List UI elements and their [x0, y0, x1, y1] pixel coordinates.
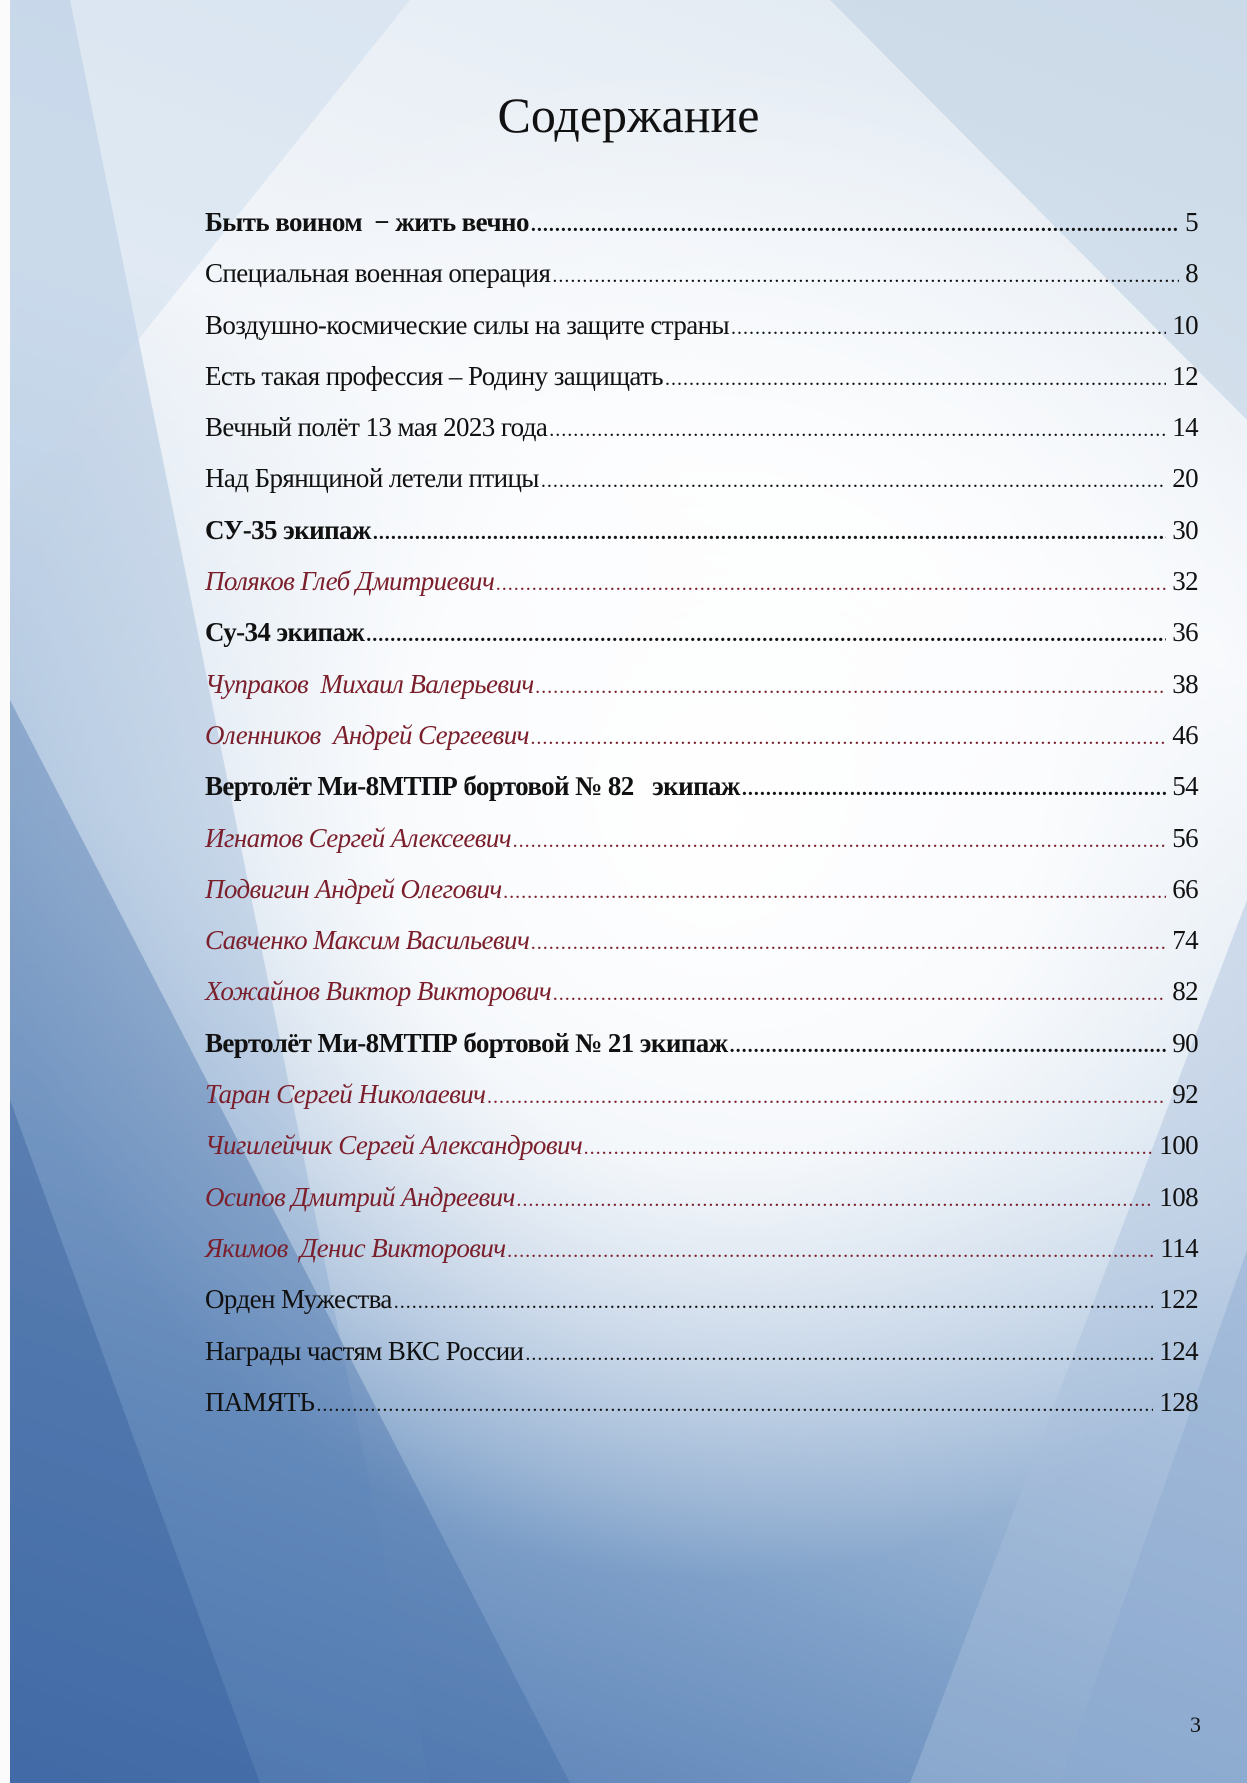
toc-entry-page: 12 [1172, 360, 1198, 391]
dot-leader [531, 932, 1166, 955]
toc-entry[interactable] [205, 1130, 1198, 1181]
toc-entry-label: Игнатов Сергей Алексеевич [205, 822, 512, 853]
toc-entry-label: Вертолёт Ми-8МТПР бортовой № 21 экипаж [205, 1027, 728, 1058]
toc-entry[interactable] [205, 1233, 1198, 1284]
toc-entry-label: Чигилейчик Сергей Александрович [205, 1130, 583, 1161]
toc-entry[interactable] [205, 823, 1198, 874]
page-title: Содержание [497, 87, 760, 143]
dot-leader [508, 1240, 1155, 1263]
toc-entry-page: 5 [1185, 207, 1198, 237]
toc-entry[interactable] [205, 1028, 1198, 1079]
dot-leader [584, 1137, 1153, 1160]
toc-entry-page: 122 [1159, 1284, 1198, 1315]
table-of-contents [205, 207, 1198, 1438]
dot-leader [525, 1343, 1153, 1366]
toc-entry-label: Воздушно-космические силы на защите страны [205, 309, 730, 340]
toc-entry[interactable] [205, 1182, 1198, 1233]
toc-entry-label: Специальная военная операция [205, 258, 551, 289]
toc-entry[interactable] [205, 1079, 1198, 1130]
toc-entry[interactable] [205, 976, 1198, 1027]
dot-leader [553, 983, 1166, 1006]
dot-leader [531, 727, 1166, 750]
toc-entry-label: Таран Сергей Николаевич [205, 1079, 486, 1110]
toc-entry-page: 36 [1172, 617, 1198, 648]
toc-entry-page: 8 [1185, 258, 1198, 289]
toc-entry-label: Есть такая профессия – Родину защищать [205, 360, 663, 391]
dot-leader [536, 676, 1167, 699]
toc-entry-label: Хожайнов Виктор Викторович [205, 976, 552, 1007]
dot-leader [742, 778, 1166, 801]
toc-entry[interactable] [205, 310, 1198, 361]
toc-entry-page: 128 [1159, 1386, 1198, 1417]
toc-entry-page: 66 [1172, 873, 1198, 904]
toc-entry-page: 10 [1172, 309, 1198, 340]
toc-entry-label: Чупраков Михаил Валерьевич [205, 668, 534, 699]
toc-entry[interactable] [205, 207, 1198, 258]
toc-entry-label: Оленников Андрей Сергеевич [205, 719, 529, 750]
toc-entry-label: Вертолёт Ми-8МТПР бортовой № 82 экипаж [205, 771, 740, 802]
dot-leader [731, 317, 1166, 340]
toc-entry-label: Орден Мужества [205, 1284, 392, 1315]
toc-entry-page: 100 [1159, 1130, 1198, 1161]
dot-leader [665, 368, 1166, 391]
toc-entry-page: 92 [1172, 1079, 1198, 1110]
toc-entry[interactable] [205, 1336, 1198, 1387]
dot-leader [549, 419, 1166, 442]
dot-leader [513, 830, 1166, 853]
dot-leader [496, 573, 1166, 596]
toc-entry-page: 30 [1172, 514, 1198, 545]
toc-entry-label: ПАМЯТЬ [205, 1386, 315, 1417]
document-page [10, 0, 1247, 1783]
toc-entry-label: Награды частям ВКС России [205, 1335, 524, 1366]
toc-entry-page: 56 [1172, 822, 1198, 853]
dot-leader [373, 522, 1166, 545]
toc-entry[interactable] [205, 925, 1198, 976]
dot-leader [366, 624, 1166, 647]
dot-leader [531, 214, 1179, 237]
toc-entry[interactable] [205, 566, 1198, 617]
toc-entry[interactable] [205, 1387, 1198, 1438]
toc-entry[interactable] [205, 617, 1198, 668]
toc-entry-page: 82 [1172, 976, 1198, 1007]
toc-entry-page: 14 [1172, 412, 1198, 443]
page-edge [0, 0, 10, 1783]
toc-entry-label: Якимов Денис Викторович [205, 1232, 506, 1263]
toc-entry-page: 32 [1172, 566, 1198, 597]
toc-entry-page: 108 [1159, 1181, 1198, 1212]
toc-entry[interactable] [205, 1284, 1198, 1335]
toc-entry-label: СУ-35 экипаж [205, 514, 371, 545]
toc-entry[interactable] [205, 720, 1198, 771]
toc-entry-page: 20 [1172, 463, 1198, 494]
dot-leader [552, 265, 1179, 288]
toc-entry[interactable] [205, 463, 1198, 514]
toc-entry[interactable] [205, 412, 1198, 463]
toc-entry-page: 124 [1159, 1335, 1198, 1366]
dot-leader [487, 1086, 1166, 1109]
dot-leader [504, 881, 1167, 904]
dot-leader [541, 470, 1166, 493]
toc-entry-page: 90 [1172, 1027, 1198, 1058]
dot-leader [394, 1291, 1154, 1314]
toc-entry-label: Су-34 экипаж [205, 617, 365, 648]
toc-entry[interactable] [205, 874, 1198, 925]
toc-entry-page: 74 [1172, 925, 1198, 956]
toc-entry-label: Быть воином − жить вечно [205, 207, 529, 237]
dot-leader [730, 1035, 1167, 1058]
dot-leader [517, 1189, 1153, 1212]
toc-entry[interactable] [205, 771, 1198, 822]
toc-entry-label: Осипов Дмитрий Андреевич [205, 1181, 515, 1212]
dot-leader [316, 1394, 1153, 1417]
toc-entry-label: Вечный полёт 13 мая 2023 года [205, 412, 548, 443]
toc-entry-page: 46 [1172, 719, 1198, 750]
toc-entry-page: 38 [1172, 668, 1198, 699]
toc-entry-page: 54 [1172, 771, 1198, 802]
toc-entry[interactable] [205, 515, 1198, 566]
toc-entry-label: Поляков Глеб Дмитриевич [205, 566, 495, 597]
toc-entry[interactable] [205, 669, 1198, 720]
toc-entry[interactable] [205, 361, 1198, 412]
toc-entry[interactable] [205, 258, 1198, 309]
toc-entry-label: Подвигин Андрей Олегович [205, 873, 502, 904]
page-number: 3 [1190, 1712, 1201, 1737]
toc-entry-label: Савченко Максим Васильевич [205, 925, 530, 956]
toc-entry-label: Над Брянщиной летели птицы [205, 463, 539, 494]
toc-entry-page: 114 [1160, 1232, 1198, 1263]
